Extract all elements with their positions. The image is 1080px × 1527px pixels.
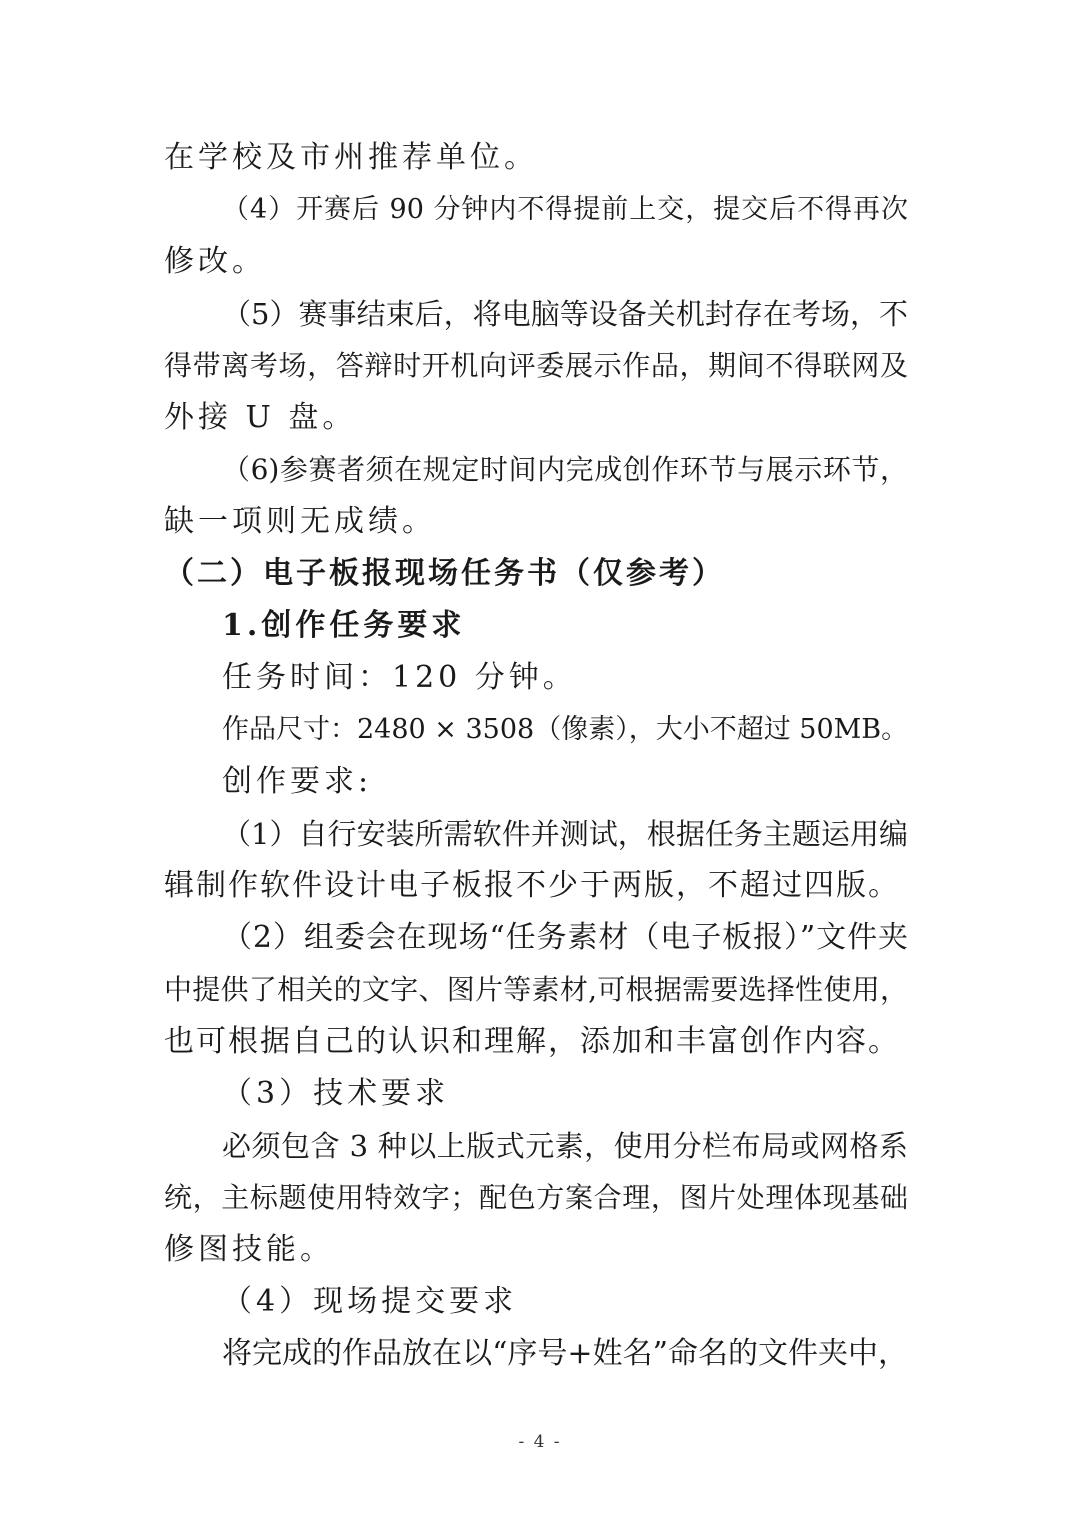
text-line: 中提供了相关的文字、图片等素材,可根据需要选择性使用， <box>164 973 908 1006</box>
text-line: 将完成的作品放在以“序号+姓名”命名的文件夹中， <box>222 1336 908 1371</box>
text-line: 缺一项则无成绩。 <box>164 504 436 539</box>
text-line: 修改。 <box>164 244 266 279</box>
text-line: （2）组委会在现场“任务素材（电子板报）”文件夹 <box>222 920 908 955</box>
text-line: （1）自行安装所需软件并测试，根据任务主题运用编 <box>222 817 908 851</box>
text-line: 外接 U 盘。 <box>164 400 357 435</box>
section-heading: （二）电子板报现场任务书（仅参考） <box>164 556 725 591</box>
text-line: 辑制作软件设计电子板报不少于两版，不超过四版。 <box>164 868 900 903</box>
text-line: （4）现场提交要求 <box>222 1284 518 1319</box>
text-line: 作品尺寸：2480 × 3508（像素），大小不超过 50MB。 <box>222 714 909 745</box>
text-line: （6)参赛者须在规定时间内完成创作环节与展示环节， <box>222 453 908 486</box>
text-line: 在学校及市州推荐单位。 <box>164 140 538 175</box>
page-number: - 4 - <box>518 1432 562 1452</box>
text-line: 得带离考场，答辩时开机向评委展示作品，期间不得联网及 <box>164 349 908 382</box>
text-line: （5）赛事结束后，将电脑等设备关机封存在考场，不 <box>222 297 908 331</box>
text-line: （3）技术要求 <box>222 1076 450 1111</box>
text-line: 也可根据自己的认识和理解，添加和丰富创作内容。 <box>164 1024 900 1059</box>
text-line: 修图技能。 <box>164 1232 334 1267</box>
text-line: （4）开赛后 90 分钟内不得提前上交，提交后不得再次 <box>222 194 908 225</box>
text-line: 创作要求: <box>222 764 373 799</box>
subsection-heading: 1.创作任务要求 <box>222 608 466 643</box>
text-line: 必须包含 3 种以上版式元素，使用分栏布局或网格系 <box>222 1129 908 1163</box>
document-body <box>164 132 908 1380</box>
text-line: 任务时间：120 分钟。 <box>222 660 577 695</box>
text-line: 统，主标题使用特效字；配色方案合理，图片处理体现基础 <box>164 1181 908 1214</box>
